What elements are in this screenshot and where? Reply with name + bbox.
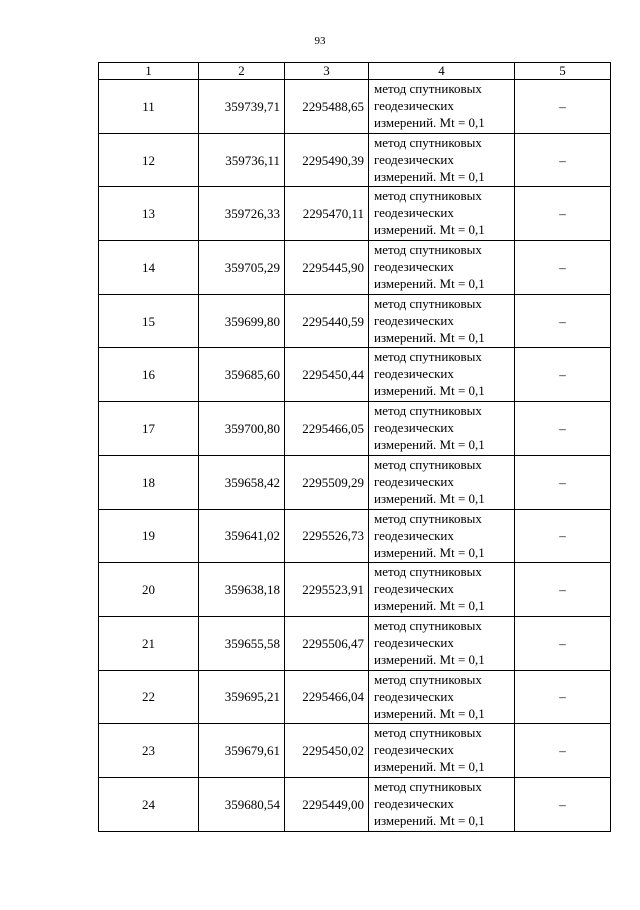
point-number-cell: 16 [99,348,199,402]
column-header-2: 2 [199,63,285,80]
point-number-cell: 17 [99,402,199,456]
column-5-cell: – [515,724,611,778]
y-coordinate-cell: 2295470,11 [285,187,369,241]
table-row [99,294,611,348]
point-number-cell: 14 [99,241,199,295]
y-coordinate-cell: 2295445,90 [285,241,369,295]
y-coordinate-cell: 2295488,65 [285,80,369,134]
y-coordinate-cell: 2295509,29 [285,455,369,509]
method-line-3: измерений. Mt = 0,1 [374,651,485,667]
method-cell [369,563,515,617]
method-line-2: геодезических [374,366,454,382]
table-row [99,187,611,241]
point-number-cell: 19 [99,509,199,563]
y-coordinate-cell: 2295450,44 [285,348,369,402]
method-line-1: метод спутниковых [374,349,482,365]
method-cell [369,402,515,456]
method-cell [369,133,515,187]
method-line-1: метод спутниковых [374,81,482,96]
column-5-cell: – [515,509,611,563]
point-number-cell: 18 [99,455,199,509]
method-line-3: измерений. Mt = 0,1 [374,598,485,614]
method-line-2: геодезических [374,98,454,113]
table-row [99,724,611,778]
x-coordinate-cell: 359679,61 [199,724,285,778]
table-row [99,402,611,456]
x-coordinate-cell: 359685,60 [199,348,285,402]
method-line-2: геодезических [374,151,454,167]
point-number-cell: 23 [99,724,199,778]
method-cell [369,724,515,778]
column-5-cell: – [515,777,611,831]
point-number-cell: 13 [99,187,199,241]
table-row [99,616,611,670]
column-5-cell: – [515,616,611,670]
method-line-3: измерений. Mt = 0,1 [374,276,485,292]
method-line-1: метод спутниковых [374,188,482,204]
column-5-cell: – [515,187,611,241]
column-header-5: 5 [515,63,611,80]
column-header-3: 3 [285,63,369,80]
x-coordinate-cell: 359641,02 [199,509,285,563]
table-row [99,777,611,831]
method-line-2: геодезических [374,259,454,275]
method-line-3: измерений. Mt = 0,1 [374,437,485,453]
method-line-1: метод спутниковых [374,295,482,311]
method-line-2: геодезических [374,742,454,758]
x-coordinate-cell: 359658,42 [199,455,285,509]
column-5-cell: – [515,670,611,724]
x-coordinate-cell: 359705,29 [199,241,285,295]
point-number-cell: 24 [99,777,199,831]
y-coordinate-cell: 2295440,59 [285,294,369,348]
y-coordinate-cell: 2295450,02 [285,724,369,778]
column-5-cell: – [515,402,611,456]
method-cell [369,670,515,724]
x-coordinate-cell: 359680,54 [199,777,285,831]
method-line-2: геодезических [374,795,454,811]
method-line-1: метод спутниковых [374,242,482,258]
table-row [99,670,611,724]
method-line-2: геодезических [374,527,454,543]
table-row [99,241,611,295]
method-line-2: геодезических [374,205,454,221]
x-coordinate-cell: 359638,18 [199,563,285,617]
method-line-3: измерений. Mt = 0,1 [374,222,485,238]
header-row [99,63,611,80]
y-coordinate-cell: 2295523,91 [285,563,369,617]
table-row [99,509,611,563]
method-line-2: геодезических [374,688,454,704]
table-row [99,563,611,617]
method-line-1: метод спутниковых [374,671,482,687]
method-line-3: измерений. Mt = 0,1 [374,168,485,184]
column-5-cell: – [515,348,611,402]
method-line-3: измерений. Mt = 0,1 [374,383,485,399]
method-cell [369,80,515,134]
x-coordinate-cell: 359739,71 [199,80,285,134]
x-coordinate-cell: 359699,80 [199,294,285,348]
x-coordinate-cell: 359726,33 [199,187,285,241]
method-line-1: метод спутниковых [374,564,482,580]
method-cell [369,187,515,241]
column-5-cell: – [515,80,611,134]
column-5-cell: – [515,294,611,348]
x-coordinate-cell: 359700,80 [199,402,285,456]
method-line-2: геодезических [374,473,454,489]
table-row [99,80,611,134]
method-line-1: метод спутниковых [374,617,482,633]
method-cell [369,509,515,563]
method-cell [369,777,515,831]
point-number-cell: 22 [99,670,199,724]
method-line-3: измерений. Mt = 0,1 [374,705,485,721]
column-5-cell: – [515,241,611,295]
method-cell [369,455,515,509]
point-number-cell: 11 [99,80,199,134]
point-number-cell: 20 [99,563,199,617]
y-coordinate-cell: 2295449,00 [285,777,369,831]
method-line-3: измерений. Mt = 0,1 [374,759,485,775]
method-line-2: геодезических [374,581,454,597]
column-5-cell: – [515,133,611,187]
x-coordinate-cell: 359695,21 [199,670,285,724]
method-line-3: измерений. Mt = 0,1 [374,490,485,506]
y-coordinate-cell: 2295466,04 [285,670,369,724]
x-coordinate-cell: 359655,58 [199,616,285,670]
table-row [99,455,611,509]
x-coordinate-cell: 359736,11 [199,133,285,187]
method-line-3: измерений. Mt = 0,1 [374,115,485,130]
column-5-cell: – [515,563,611,617]
method-line-1: метод спутниковых [374,403,482,419]
column-header-1: 1 [99,63,199,80]
method-cell [369,241,515,295]
method-line-3: измерений. Mt = 0,1 [374,812,485,828]
method-line-3: измерений. Mt = 0,1 [374,544,485,560]
y-coordinate-cell: 2295526,73 [285,509,369,563]
method-line-1: метод спутниковых [374,725,482,741]
method-cell [369,348,515,402]
column-5-cell: – [515,455,611,509]
table-row [99,133,611,187]
method-line-1: метод спутниковых [374,134,482,150]
y-coordinate-cell: 2295490,39 [285,133,369,187]
y-coordinate-cell: 2295506,47 [285,616,369,670]
page-number: 93 [314,35,326,47]
method-cell [369,294,515,348]
point-number-cell: 15 [99,294,199,348]
method-line-2: геодезических [374,634,454,650]
point-number-cell: 12 [99,133,199,187]
column-header-4: 4 [369,63,515,80]
method-line-1: метод спутниковых [374,778,482,794]
y-coordinate-cell: 2295466,05 [285,402,369,456]
table-row [99,348,611,402]
coordinates-table [98,62,611,832]
method-line-2: геодезических [374,312,454,328]
method-line-3: измерений. Mt = 0,1 [374,329,485,345]
point-number-cell: 21 [99,616,199,670]
method-line-1: метод спутниковых [374,510,482,526]
method-line-2: геодезических [374,420,454,436]
method-line-1: метод спутниковых [374,456,482,472]
method-cell [369,616,515,670]
